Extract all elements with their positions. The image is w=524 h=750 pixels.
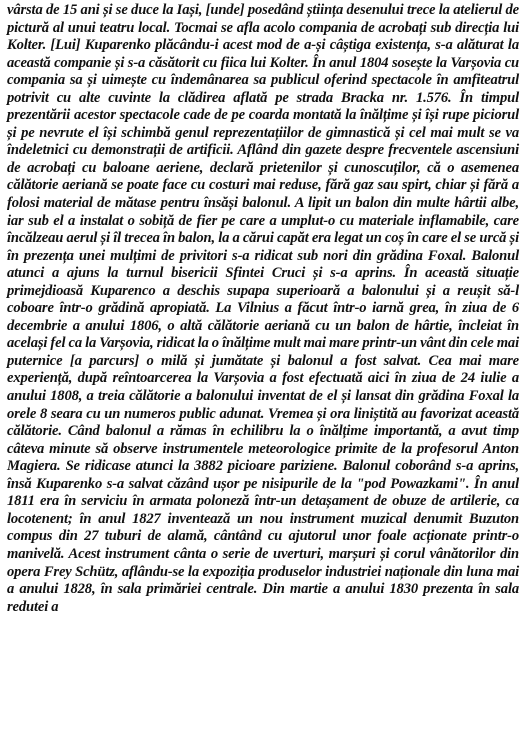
document-page xyxy=(7,2,519,748)
body-paragraph: vârsta de 15 ani și se duce la Iași, [unde] posedând știința desenului trece la atelierul de pictură al unui teatru local. Tocmai se afla acolo compania de acrobați sub direcția lui Kolter. [Lui] Kuparenko plăcându-i acest mod de a-și câștiga existența, s-a alăturat la această companie și s-a căsătorit cu fiica lui Kolter. În anul 1804 sosește la Varșovia cu compania sa și uimește cu îndemânarea sa publicul oferind spectacole în amfiteatrul potrivit cu alte cuvinte la clădirea aflată pe strada Bracka nr. 1.576. În timpul prezentării acestor spectacole cade de pe coarda montată la înălțime și își rupe piciorul și pe nevrute el își schimbă genul reprezentațiilor de gimnastică și cel mai mult se va îndeletnici cu demonstrații de artificii. Aflând din gazete despre frecventele ascensiuni de acrobați cu baloane aeriene, declară prietenilor și cunoscuților, că o asemenea călătorie aeriană se poate face cu costuri mai reduse, fără gaz sau spirt, chiar și fără a folosi material de mătase pentru însăși balonul. A lipit un balon din multe hârtii albe, iar sub el a instalat o sobiță de fier pe care a umplut-o cu materiale inflamabile, care încălzeau aerul și îl trecea în balon, la a cărui capăt era legat un coș în care el se urcă și în prezența unei mulțimi de privitori s-a ridicat sub nori din grădina Foxal. Balonul atunci a ajuns la turnul bisericii Sfintei Cruci și s-a aprins. În această situație primejdioasă Kuparenco a deschis supapa superioară a balonului și a reușit să-l coboare într-o grădină apropiată. La Vilnius a făcut într-o iarnă grea, în ziua de 6 decembrie a anului 1806, o altă călătorie aeriană cu un balon de hârtie, încleiat în același fel ca la Varșovia, ridicat la o înălțime mult mai mare printr-un vânt din cele mai puternice [a parcurs] o milă și jumătate și balonul a fost salvat. Cea mai mare experiență, după reîntoarcerea la Varșovia a fost efectuată aici în ziua de 24 iulie a anului 1808, a treia călătorie a balonului inventat de el și lansat din grădina Foxal la orele 8 seara cu un numeros public adunat. Vremea și ora liniștită au favorizat această călătorie. Când balonul a rămas în echilibru la o înălțime importantă, a avut timp câteva minute să observe instrumentele meteorologice primite de la profesorul Anton Magiera. Se ridicase atunci la 3882 picioare pariziene. Balonul coborând s-a aprins, însă Kuparenko s-a salvat căzând ușor pe nisipurile de la "pod Powazkami". În anul 1811 era în serviciu în armata poloneză într-un detașament de obuze de artilerie, ca locotenent; în anul 1827 inventează un nou instrument muzical denumit Buzuton compus din 27 tuburi de alamă, cântând cu ajutorul unor foale acționate printr-o manivelă. Acest instrument cânta o serie de uverturi, marșuri și corul vânătorilor din opera Frey Schütz, aflându-se la expoziția produselor industriei naționale din luna mai a anului 1828, în sala primăriei centrale. Din martie a anului 1830 prezenta în sala redutei a xyxy=(7,2,519,615)
